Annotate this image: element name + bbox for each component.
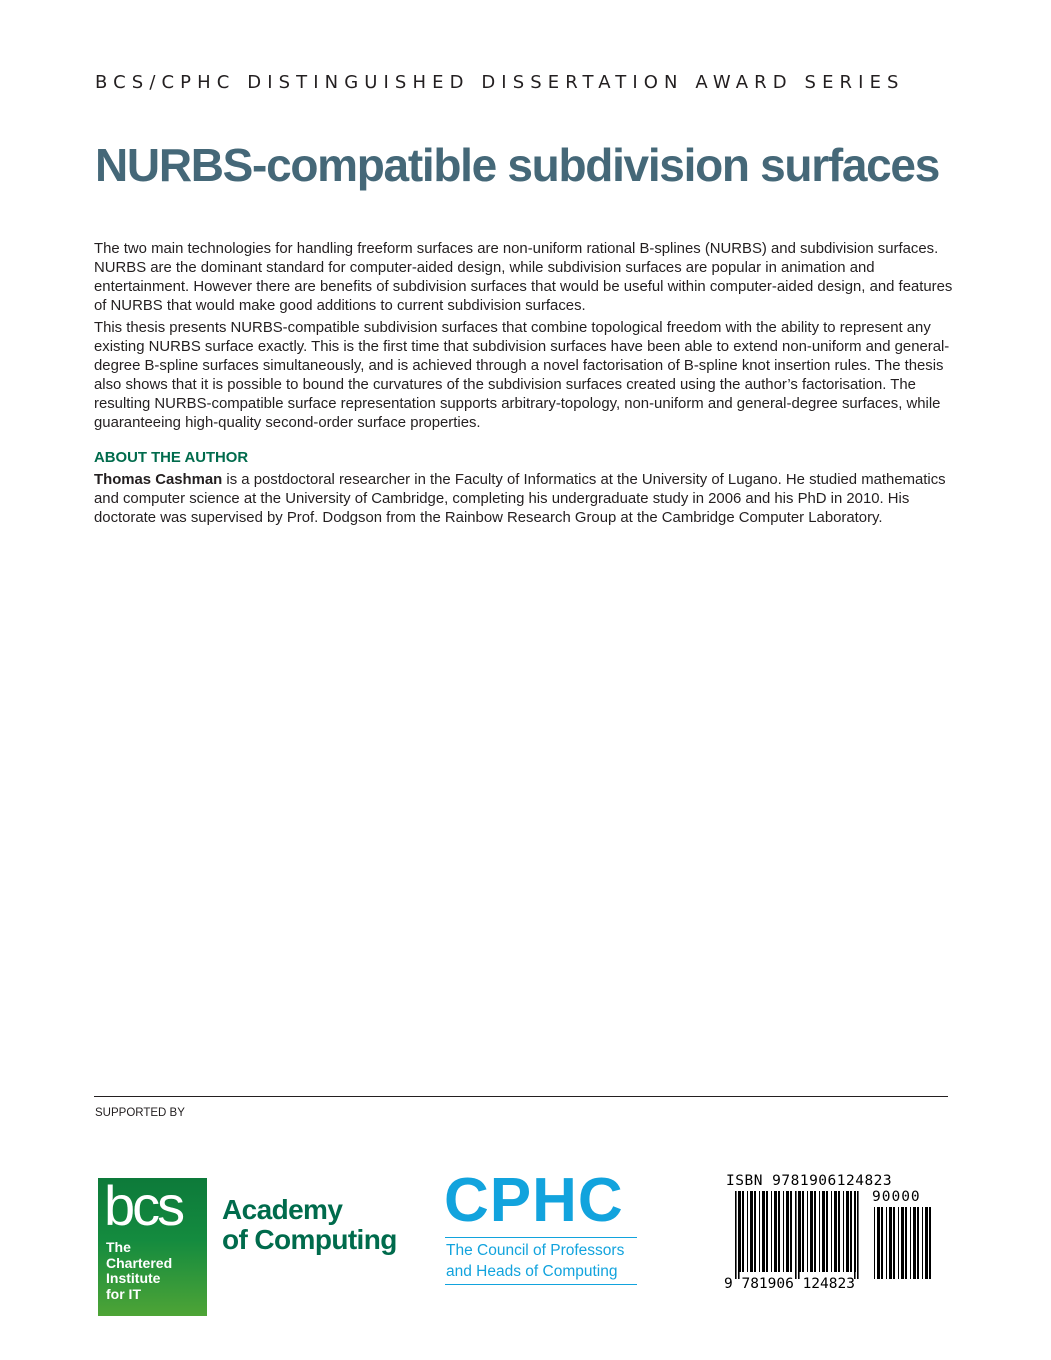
- barcode-bar: [762, 1191, 765, 1272]
- barcode-bar: [898, 1207, 899, 1279]
- barcode-bar: [810, 1191, 813, 1272]
- cphc-subtitle-line: and Heads of Computing: [446, 1263, 618, 1280]
- barcode-bar: [778, 1191, 780, 1272]
- barcode-digits: 9 781906 124823: [724, 1276, 855, 1292]
- barcode-bar: [838, 1191, 840, 1272]
- barcode-bar: [771, 1191, 772, 1272]
- series-title: BCS/CPHC DISTINGUISHED DISSERTATION AWARD SERIES: [95, 72, 905, 93]
- supported-by-label: SUPPORTED BY: [95, 1107, 185, 1119]
- barcode-guard-bar: [857, 1191, 859, 1279]
- barcode-bar: [843, 1191, 844, 1272]
- bcs-tagline-line: The: [106, 1239, 131, 1255]
- barcode-guard-bar: [798, 1191, 800, 1279]
- barcode-bar: [814, 1191, 816, 1272]
- cphc-subtitle-line: The Council of Professors: [446, 1242, 625, 1259]
- barcode-bar: [925, 1207, 928, 1279]
- barcode-bar: [774, 1191, 777, 1272]
- author-name: Thomas Cashman: [94, 472, 223, 488]
- barcode-bar: [901, 1207, 904, 1279]
- barcode-bar: [742, 1191, 744, 1272]
- barcode-bar: [822, 1191, 825, 1272]
- bcs-tagline-line: Chartered: [106, 1254, 173, 1271]
- barcode-bar: [889, 1207, 892, 1279]
- barcode-bar: [786, 1191, 789, 1272]
- barcode-bar: [783, 1191, 784, 1272]
- isbn-label: ISBN 9781906124823: [726, 1173, 893, 1189]
- barcode-bar: [877, 1207, 880, 1279]
- barcode-bar: [750, 1191, 753, 1272]
- barcode-bar: [922, 1207, 923, 1279]
- barcode-guard-bar: [738, 1191, 740, 1279]
- barcode-bar: [834, 1191, 837, 1272]
- barcode-bar: [881, 1207, 883, 1279]
- barcode-guard-bar: [854, 1191, 856, 1279]
- bcs-tagline-line: for IT: [106, 1285, 141, 1302]
- barcode-addon-number: 90000: [872, 1189, 921, 1205]
- barcode-bar: [893, 1207, 895, 1279]
- barcode-bar: [747, 1191, 748, 1272]
- barcode-bar: [826, 1191, 828, 1272]
- academy-line: Academy: [222, 1194, 343, 1225]
- bcs-logo-word: bcs: [104, 1174, 183, 1237]
- cphc-logo-word: CPHC: [444, 1166, 624, 1235]
- barcode-bar: [790, 1191, 792, 1272]
- barcode-bar: [831, 1191, 832, 1272]
- author-bio-text: is a postdoctoral researcher in the Faculty of Informatics at the University of Lugano. He studied mathematics and computer science at the University of Cambridge, completing his undergraduate study in 2006 and his PhD in 2010. His doctorate was supervised by Prof. Dodgson from the Rainbow Research Group at the Cambridge Computer Laboratory.: [94, 472, 946, 526]
- barcode-bar: [802, 1191, 804, 1272]
- barcode-bar: [819, 1191, 820, 1272]
- barcode-bar: [766, 1191, 768, 1272]
- about-author-heading: ABOUT THE AUTHOR: [94, 450, 249, 466]
- barcode-bar: [886, 1207, 887, 1279]
- abstract-paragraph-1: The two main technologies for handling freeform surfaces are non-uniform rational B-splines (NURBS) and subdivision surfaces. NURBS are the dominant standard for computer-aided design, while subdivision surfaces are popular in animation and entertainment. However there are benefits of subdivision surfaces that would be useful within computer-aided design, and features of NURBS that would make good additions to current subdivision surfaces.: [94, 241, 953, 314]
- barcode-bar: [846, 1191, 849, 1272]
- barcode-guard-bar: [795, 1191, 797, 1279]
- bcs-tagline-line: Institute: [106, 1270, 161, 1286]
- barcode-bar: [807, 1191, 808, 1272]
- abstract-paragraph-2: This thesis presents NURBS-compatible subdivision surfaces that combine topological freedom with the ability to represent any existing NURBS surface exactly. This is the first time that subdivision surfaces have been able to extend non-uniform and general-degree B-spline surfaces simultaneously, and is achieved through a novel factorisation of B-spline knot insertion rules. The thesis also shows that it is possible to bound the curvatures of the subdivision surfaces created using the author’s factorisation. The resulting NURBS-compatible surface representation supports arbitrary-topology, non-uniform and general-degree surfaces, while guaranteeing high-quality second-order surface properties.: [94, 320, 950, 431]
- barcode-bar: [850, 1191, 852, 1272]
- barcode-bar: [917, 1207, 919, 1279]
- barcode-bar: [759, 1191, 760, 1272]
- barcode-bar: [910, 1207, 911, 1279]
- barcode-bar: [754, 1191, 756, 1272]
- barcode-bar: [905, 1207, 907, 1279]
- academy-line: of Computing: [222, 1224, 397, 1255]
- barcode-bar: [874, 1207, 875, 1279]
- barcode-bar: [929, 1207, 931, 1279]
- book-title: NURBS-compatible subdivision surfaces: [95, 139, 939, 191]
- barcode-guard-bar: [735, 1191, 737, 1279]
- barcode-bar: [913, 1207, 916, 1279]
